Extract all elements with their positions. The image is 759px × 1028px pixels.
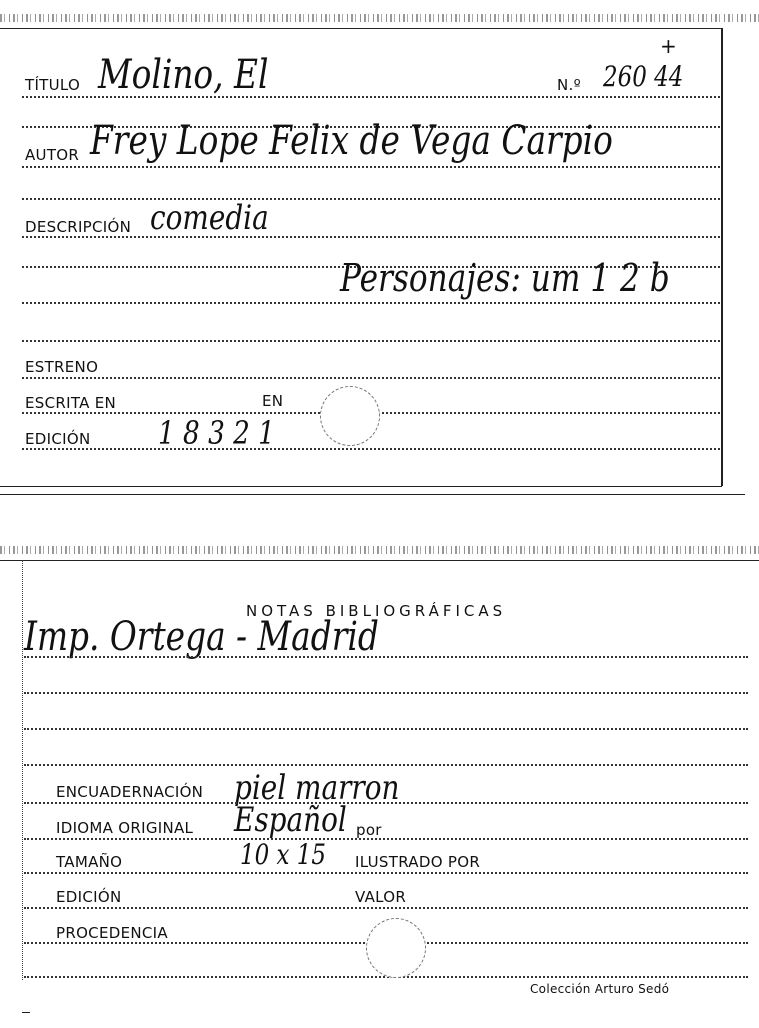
- edicion-label: EDICIÓN: [25, 430, 91, 448]
- tamano-label: TAMAÑO: [56, 853, 123, 871]
- estreno-label: ESTRENO: [25, 358, 99, 376]
- autor-line: [22, 166, 720, 168]
- ruled-line: [24, 692, 748, 694]
- descripcion-label: DESCRIPCIÓN: [25, 218, 132, 236]
- card-bottom-left-border: [22, 560, 23, 980]
- autor-label: AUTOR: [25, 146, 80, 164]
- procedencia-label: PROCEDENCIA: [56, 924, 168, 942]
- notas-value: Imp. Ortega - Madrid: [24, 614, 379, 660]
- titulo-line: [22, 96, 720, 98]
- por-label: por: [356, 821, 382, 839]
- en-label: EN: [262, 392, 284, 410]
- edicion-value: 1 8 3 2 1: [158, 414, 275, 452]
- ruled-line: [24, 764, 748, 766]
- encuadernacion-line: [24, 802, 748, 804]
- escrita-en-label: ESCRITA EN: [25, 394, 117, 412]
- titulo-value: Molino, El: [98, 52, 269, 98]
- notas-heading: NOTAS BIBLIOGRÁFICAS: [246, 602, 507, 620]
- edicion-bottom-label: EDICIÓN: [56, 888, 122, 906]
- ruled-line: [22, 302, 720, 304]
- card-top-shadow-line: [0, 494, 745, 495]
- scan-edge-noise: [0, 546, 759, 554]
- idioma-value: Español: [234, 800, 347, 840]
- descripcion-line: [22, 236, 720, 238]
- punch-hole: [366, 918, 426, 978]
- encuadernacion-label: ENCUADERNACIÓN: [56, 783, 204, 801]
- card-bottom-border: [0, 560, 759, 561]
- ruled-line: [24, 728, 748, 730]
- ruled-line: [22, 340, 720, 342]
- descripcion-value: comedia: [150, 198, 269, 238]
- autor-value: Frey Lope Felix de Vega Carpio: [90, 118, 613, 164]
- idioma-line: [24, 838, 748, 840]
- edicion-bottom-line: [24, 907, 748, 909]
- estreno-line: [22, 377, 720, 379]
- scan-edge-noise: [0, 14, 759, 22]
- titulo-label: TÍTULO: [25, 76, 81, 94]
- punch-hole: [320, 386, 380, 446]
- ilustrado-label: ILUSTRADO POR: [355, 853, 481, 871]
- card-top-right-border: [721, 28, 723, 486]
- coleccion-footer: Colección Arturo Sedó: [530, 982, 670, 996]
- card-top-border: [0, 28, 722, 29]
- notas-line: [24, 656, 748, 658]
- corner-mark: [22, 1012, 30, 1013]
- valor-label: VALOR: [355, 888, 407, 906]
- encuadernacion-value: piel marron: [234, 768, 400, 808]
- ruled-line: [22, 198, 720, 200]
- edicion-line: [22, 448, 720, 450]
- numero-mark: +: [660, 34, 677, 58]
- personajes-value: Personajes: um 1 2 b: [340, 256, 670, 300]
- numero-label: N.º: [557, 76, 581, 94]
- tamano-value: 10 x 15: [240, 838, 326, 871]
- tamano-line: [24, 872, 748, 874]
- numero-value: 260 44: [603, 60, 684, 93]
- card-top-bottom-border: [0, 486, 722, 487]
- idioma-label: IDIOMA ORIGINAL: [56, 819, 194, 837]
